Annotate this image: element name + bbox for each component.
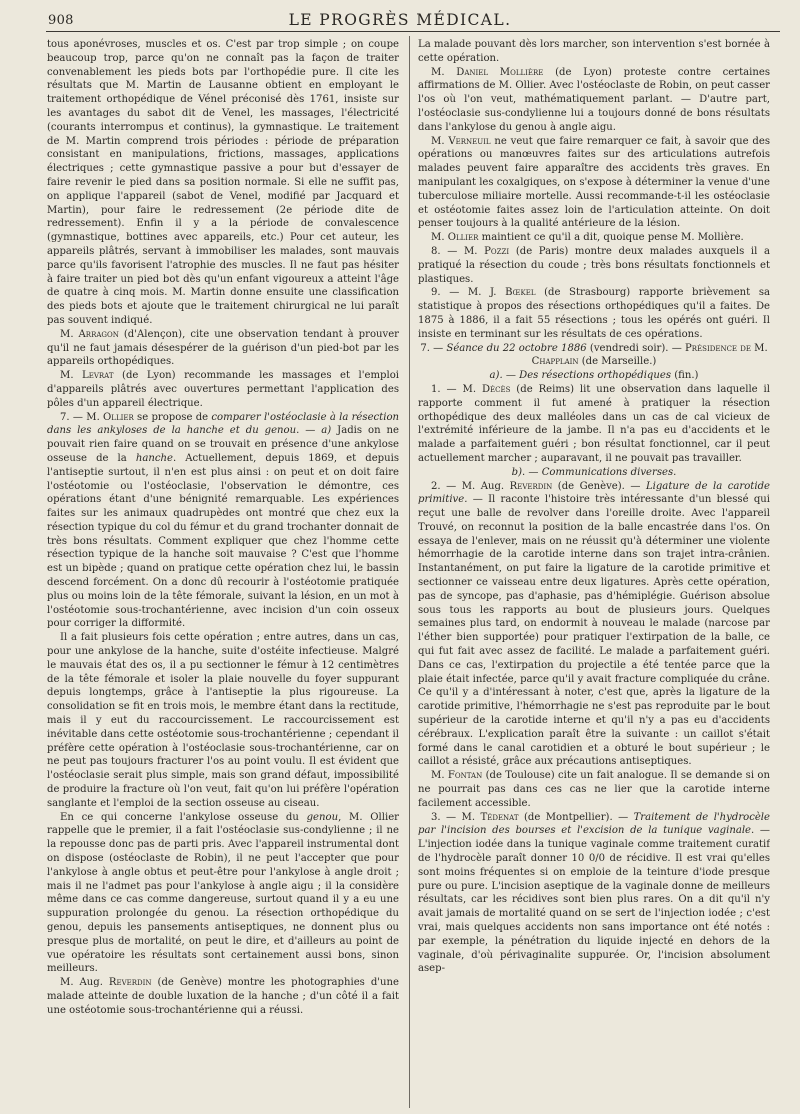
journal-title: LE PROGRÈS MÉDICAL.: [288, 11, 512, 29]
speaker-name: M. Arragon: [60, 328, 119, 340]
session-heading: 7. — Séance du 22 octobre 1886 (vendredi soir). — Présidence de M. Chapplain (de Marseille.): [420, 342, 768, 368]
paragraph-reverdin-carotide: 2. — M. Aug. Reverdin (de Genève). — Ligature de la carotide primitive. — Il raconte l'histoire très intéressante d'un blessé qui reçut une balle de revolver dans l'oreille droite. Avec l'appareil Trouvé, on reconnut la position de la balle encastrée dans l'os. On essaya de l'enlever, mais on ne réussit qu'à déterminer une violente hémorrhagie de la carotide interne dans son trajet intra-crânien. Instantanément, on put faire la ligature de la carotide primitive et sectionner ce vaisseau entre deux ligatures. Après cette opération, pas de syncope, pas d'aphasie, pas d'hémiplégie. Guérison absolue sous tous les rapports au bout de plusieurs jours. Quelques semaines plus tard, on endormit à nouveau le malade (narcose par l'éther bien supportée) pour pratiquer l'extirpation de la balle, ce qui fut fait avec assez de facilité. Le malade a parfaitement guéri. Dans ce cas, l'extirpation du projectile a été tentée parce que la plaie était infectée, parce qu'il y avait fracture compliquée du crâne. Ce qu'il y a d'intéressant à noter, c'est que, après la ligature de la carotide primitive, l'hémorrhagie ne s'est pas reproduite par le bout supérieur de la carotide interne et qu'il n'y a pas eu d'accidents cérébraux. L'explication paraît être la suivante : un caillot s'était formé dans le canal carotidien et a obturé le bout supérieur ; le caillot a résisté, grâce aux précautions antiseptiques.: [418, 480, 770, 768]
paragraph-ollier-reply: M. Ollier maintient ce qu'il a dit, quoique pense M. Mollière.: [431, 232, 744, 244]
column-divider: [409, 36, 410, 1108]
paragraph-genou: En ce qui concerne l'ankylose osseuse du genou, M. Ollier rappelle que le premier, il a fait l'ostéoclasie sus-condylienne ; il ne la repousse donc pas de parti pris. Avec l'appareil instrumental dont on dispose (ostéoclaste de Robin), il ne peut l'accepter que pour l'ankylose à angle obtus et peut-être pour l'ankylose à angle droit ; mais il ne l'admet pas pour l'ankylose à angle aigu ; il la considère même dans ce cas comme dangereuse, surtout quand il y a eu une suppuration prolongée du genou. La résection orthopédique du genou, depuis les pansements antiseptiques, ne donnent plus ou presque plus de mortalité, on peut le dire, et d'ailleurs au point de vue opératoire les résultats sont certainement aussi bons, sinon meilleurs.: [47, 811, 399, 975]
paragraph-reverdin-photos: M. Aug. Reverdin (de Genève) montre les photographies d'une malade atteinte de double luxation de la hanche ; d'un côté il a fait une ostéotomie sous-trochantérienne qui a réussi.: [47, 977, 399, 1016]
speaker-name: M. Tédenat: [461, 811, 519, 823]
header-rule: [46, 31, 780, 32]
paragraph-levrat: M. Levrat (de Lyon) recommande les massages et l'emploi d'appareils plâtrés avec ouvertures permettant l'application des pôles d'un appareil électrique.: [47, 370, 399, 409]
paragraph-molliere: M. Daniel Mollière (de Lyon) proteste contre certaines affirmations de M. Ollier. Avec l'ostéoclaste de Robin, on peut casser l'os où l'on veut, mathématiquement parlant. — D'autre part, l'ostéoclasie sus-condylienne lui a toujours donné de bons résultats dans l'ankylose du genou à angle aigu.: [418, 66, 770, 133]
subsection-heading-resections: a). — Des résections orthopédiques (fin.): [489, 370, 699, 382]
paragraph-deces: 1. — M. Décès (de Reims) lit une observation dans laquelle il rapporte comment il fut amené à pratiquer la résection orthopédique des deux malléoles dans un cas de cal vicieux de l'extrémité inférieure de la jambe. Il n'a pas eu d'accidents et le malade a parfaitement guéri ; bon résultat fonctionnel, car il peut actuellement marcher ; auparavant, il ne pouvait pas travailler.: [418, 383, 770, 464]
speaker-name: M. Daniel Mollière: [431, 66, 544, 78]
page-number: 908: [48, 13, 74, 28]
paragraph-fontan: M. Fontan (de Toulouse) cite un fait analogue. Il se demande si on ne pourrait pas dans ces cas ne lier que la carotide interne facilement accessible.: [418, 770, 770, 809]
speaker-name: M. Ollier: [431, 232, 479, 244]
speaker-name: M. Levrat: [60, 370, 114, 382]
page-header: [0, 0, 800, 30]
communication-title: Traitement de l'hydrocèle par l'incision des bourses et l'excision de la tunique vaginale.: [418, 811, 770, 837]
paragraph-pozzi: 8. — M. Pozzi (de Paris) montre deux malades auxquels il a pratiqué la résection du coude ; très bons résultats fonctionnels et plastiques.: [418, 245, 770, 285]
paragraph-ollier-osteoclasie: 7. — M. Ollier se propose de comparer l'ostéoclasie à la résection dans les ankyloses de la hanche et du genou. — a) Jadis on ne pouvait rien faire quand on se trouvait en présence d'une ankylose osseuse de la hanche. Actuellement, depuis 1869, et depuis l'antiseptie surtout, il n'en est plus ainsi : on peut et on doit faire l'ostéotomie ou l'ostéoclasie, l'observation le démontre, ces opérations étant d'une bénignité remarquable. Les expériences faites sur les animaux quadrupèdes ont montré que chez eux la résection typique du col du fémur et du grand trochanter donnait de très bons résultats. Comment expliquer que chez l'homme cette résection typique de la hanche soit mauvaise ? C'est que l'homme est un bipède ; quand on pratique cette opération chez lui, le bassin descend forcément. On a donc dû recourir à l'ostéotomie pratiquée plus ou moins loin de la tête fémorale, suivant la lésion, en un mot à l'ostéotomie sous-trochantérienne, avec incision d'un coin osseux pour corriger la difformité.: [47, 411, 399, 630]
paragraph-osteotomy-case: Il a fait plusieurs fois cette opération ; entre autres, dans un cas, pour une ankylose de la hanche, suite d'ostéite infectieuse. Malgré le mauvais état des os, il a pu sectionner le fémur à 12 centimètres de la tête fémorale et isoler la plaie nouvelle du foyer suppurant depuis longtemps, grâce à l'antiseptie la plus rigoureuse. La consolidation se fit en trois mois, le membre étant dans la rectitude, mais il y eut du raccourcissement. Le raccourcissement est inévitable dans cette ostéotomie sous-trochantérienne ; cependant il préfère cette opération à l'ostéoclasie sous-trochantérienne, car on ne peut pas toujours fracturer l'os au point voulu. Il est évident que l'ostéoclasie serait plus simple, mais son grand défaut, impossibilité de produire la fracture où l'on veut, fait qu'on lui préfère l'opération sanglante et l'emploi de la section osseuse au ciseau.: [47, 632, 399, 809]
speaker-name: M. Pozzi: [463, 245, 510, 257]
speaker-name: Reverdin: [509, 480, 553, 492]
speaker-name: M. Décès: [462, 383, 511, 395]
speaker-name: M. Fontan: [431, 770, 483, 782]
communication-title: comparer l'ostéoclasie à la résection dans les ankyloses de la hanche et du genou.: [47, 411, 399, 437]
left-column: [47, 38, 399, 1108]
paragraph-arragon: M. Arragon (d'Alençon), cite une observation tendant à prouver qu'il ne faut jamais désespérer de la guérison d'un pied-bot par les appareils orthopédiques.: [47, 328, 399, 368]
paragraph-tedenat: 3. — M. Tédenat (de Montpellier). — Traitement de l'hydrocèle par l'incision des bourses et l'excision de la tunique vaginale. — L'injection iodée dans la tunique vaginale comme traitement curatif de l'hydrocèle paraît donner 10 0/0 de récidive. Il est vrai qu'elles sont moins fréquentes si on emploie de la teinture d'iode presque pure ou pure. L'incision aseptique de la vaginale donne de meilleurs résultats, car les récidives sont bien plus rares. On a dit qu'il n'y avait jamais de mortalité quand on se sert de l'injection iodée ; c'est vrai, mais quelques accidents non sans importance ont été notés : par exemple, la pénétration du liquide injecté en dehors de la vaginale, d'où périvaginalite suppurée. Or, l'incision absolument asep-: [418, 811, 770, 975]
speaker-name: M. J. Bœkel: [467, 287, 536, 299]
speaker-name: M. Verneuil: [431, 135, 491, 147]
paragraph-continuation: La malade pouvant dès lors marcher, son intervention s'est bornée à cette opération.: [418, 39, 770, 64]
speaker-name: Reverdin: [108, 977, 152, 989]
right-column: [418, 38, 770, 1108]
subsection-heading-communications: b). — Communications diverses.: [511, 466, 677, 478]
paragraph-boekel: 9. — M. J. Bœkel (de Strasbourg) rapporte brièvement sa statistique à propos des résections orthopédiques qu'il a faites. De 1875 à 1886, il a fait 55 résections ; tous les opérés ont guéri. Il insiste en terminant sur les résultats de ces opérations.: [418, 287, 770, 340]
paragraph-martin-treatment: tous aponévroses, muscles et os. C'est par trop simple ; on coupe beaucoup trop, parce qu'on ne connaît pas la façon de traiter convenablement les pieds bots par l'orthopédie pure. Il cite les résultats que M. Martin de Lausanne obtient en employant le traitement orthopédique de Vénel préconisé dès 1761, insiste sur les avantages du sabot dit de Venel, les massages, l'électricité (courants interrompus et continus), la gymnastique. Le traitement de M. Martin comprend trois périodes : période de préparation consistant en manipulations, frictions, massages, applications électriques ; cette gymnastique passive a pour but d'essayer de faire revenir le pied dans sa position normale. Si elle ne suffit pas, on applique l'appareil (sabot de Venel, modifié par Jacquard et Martin), pour faire le redressement (2e période dite de redressement). Enfin il y a la période de convalescence (gymnastique, bottines avec appareils, etc.) Pour cet auteur, les appareils plâtrés, servant à immobiliser les malades, sont mauvais parce qu'ils favorisent l'atrophie des muscles. Il ne faut pas hésiter à faire traiter un pied bot dès qu'un enfant vigoureux a atteint l'âge de quatre à cinq mois. M. Martin donne ensuite une classification des pieds bots et ajoute que le traitement chirurgical ne lui paraît pas souvent indiqué.: [47, 39, 399, 326]
communication-title: Ligature de la carotide primitive.: [418, 480, 770, 506]
speaker-name: M. Ollier: [86, 411, 134, 423]
paragraph-verneuil: M. Verneuil ne veut que faire remarquer ce fait, à savoir que des opérations ou manœuvres faites sur des articulations autrefois malades peuvent faire apparaître des accidents très graves. En manipulant les coxalgiques, on s'expose à déterminer la venue d'une tuberculose miliaire mortelle. Aussi recommande-t-il les ostéoclasie et ostéotomie faites assez loin de l'articulation atteinte. On doit penser toujours à la qualité antérieure de la lésion.: [418, 135, 770, 230]
